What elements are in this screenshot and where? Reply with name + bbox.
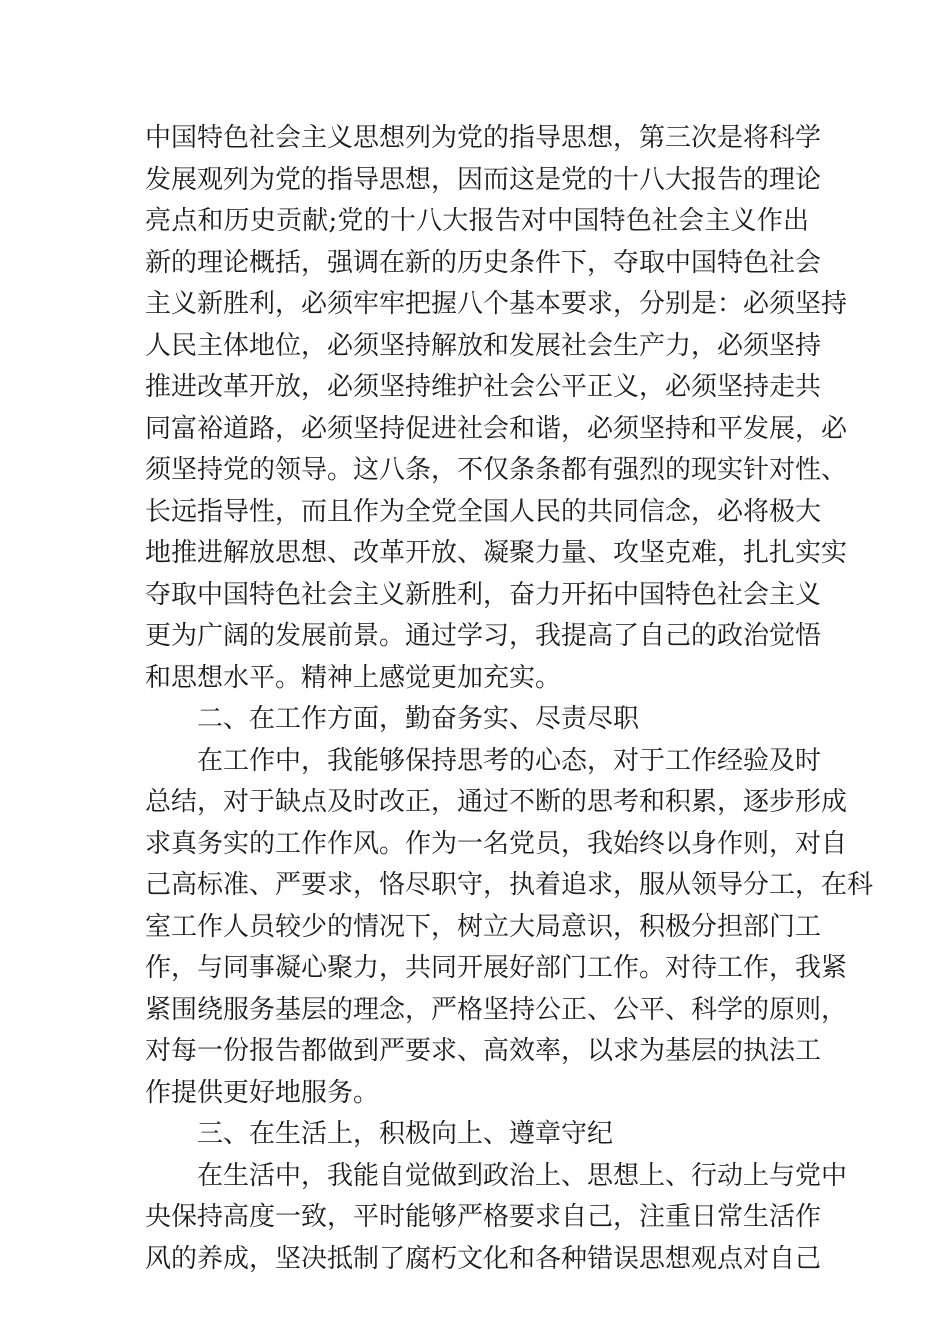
text-line: 作，与同事凝心聚力，共同开展好部门工作。对待工作，我紧	[145, 953, 848, 983]
text-line: 长远指导性，而且作为全党全国人民的共同信念，必将极大	[145, 496, 822, 527]
text-line: 新的理论概括，强调在新的历史条件下，夺取中国特色社会	[145, 247, 822, 278]
text-line: 须坚持党的领导。这八条，不仅条条都有强烈的现实针对性、	[145, 455, 848, 485]
text-line: 中国特色社会主义思想列为党的指导思想，第三次是将科学	[145, 123, 822, 153]
text-line: 风的养成，坚决抵制了腐朽文化和各种错误思想观点对自己	[145, 1243, 822, 1274]
text-line: 总结，对于缺点及时改正，通过不断的思考和积累，逐步形成	[145, 787, 848, 817]
text-line: 夺取中国特色社会主义新胜利，奋力开拓中国特色社会主义	[145, 579, 822, 610]
text-line: 在生活中，我能自觉做到政治上、思想上、行动上与党中	[197, 1160, 848, 1191]
text-line: 同富裕道路，必须坚持促进社会和谐，必须坚持和平发展，必	[145, 413, 848, 444]
text-line: 对每一份报告都做到严要求、高效率，以求为基层的执法工	[145, 1036, 822, 1066]
text-line: 作提供更好地服务。	[145, 1077, 380, 1108]
text-line: 地推进解放思想、改革开放、凝聚力量、攻坚克难，扎扎实实	[145, 538, 848, 568]
text-line: 主义新胜利，必须牢牢把握八个基本要求，分别是：必须坚持	[145, 289, 848, 319]
document-body	[145, 118, 874, 1280]
section-heading: 三、在生活上，积极向上、遵章守纪	[197, 1119, 614, 1149]
text-line: 更为广阔的发展前景。通过学习，我提高了自己的政治觉悟	[145, 621, 822, 651]
text-line: 室工作人员较少的情况下，树立大局意识，积极分担部门工	[145, 911, 822, 942]
text-line: 亮点和历史贡献;党的十八大报告对中国特色社会主义作出	[145, 206, 809, 236]
text-line: 推进改革开放，必须坚持维护社会公平正义，必须坚持走共	[145, 372, 822, 402]
section-heading: 二、在工作方面，勤奋务实、尽责尽职	[197, 704, 640, 734]
text-line: 在工作中，我能够保持思考的心态，对于工作经验及时	[197, 745, 822, 776]
text-line: 求真务实的工作作风。作为一名党员，我始终以身作则，对自	[145, 828, 848, 859]
text-line: 央保持高度一致，平时能够严格要求自己，注重日常生活作	[145, 1202, 822, 1232]
text-line: 紧围绕服务基层的理念，严格坚持公正、公平、科学的原则，	[145, 994, 848, 1025]
text-line: 人民主体地位，必须坚持解放和发展社会生产力，必须坚持	[145, 330, 822, 361]
text-line: 己高标准、严要求，恪尽职守，执着追求，服从领导分工，在科	[145, 870, 874, 900]
text-line: 和思想水平。精神上感觉更加充实。	[145, 662, 562, 693]
text-line: 发展观列为党的指导思想，因而这是党的十八大报告的理论	[145, 164, 822, 195]
